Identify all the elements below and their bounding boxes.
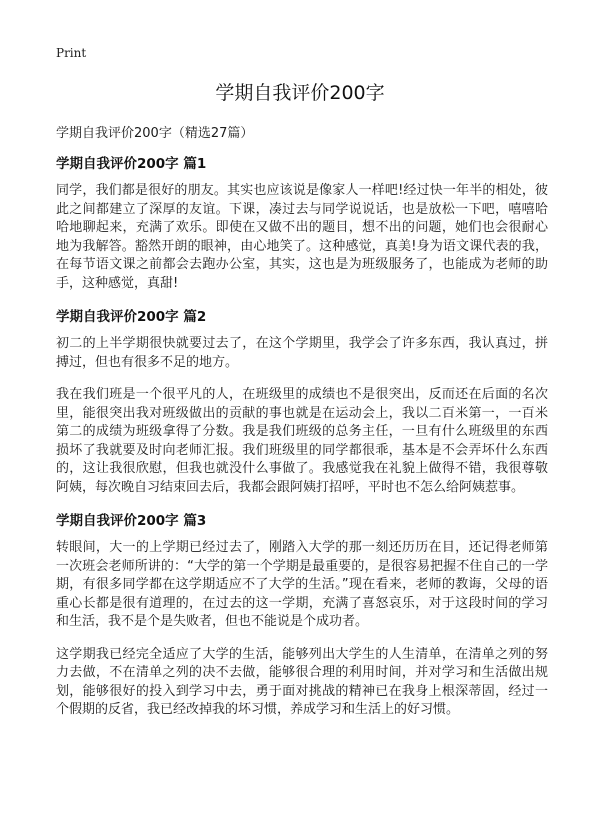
section-3 (56, 509, 548, 720)
section-heading: 学期自我评价200字 篇3 (56, 513, 207, 529)
document-subtitle: 学期自我评价200字（精选27篇） (56, 126, 254, 141)
paragraph: 同学，我们都是很好的朋友。其实也应该说是像家人一样吧!经过快一年半的相处，彼此之间都建立了深厚的友谊。下课，凑过去与同学说说话，也是放松一下吧，嘻嘻哈哈地聊起来，充满了欢乐。即使在又做不出的题目，想不出的问题，她们也会很耐心地为我解答。豁然开朗的眼神，由心地笑了。这种感觉，真美!身为语文课代表的我，在每节语文课之前都会去跑办公室，其实，这也是为班级服务了，也能成为老师的助手，这种感觉，真甜! (56, 183, 548, 291)
document-title: 学期自我评价200字 (215, 82, 385, 104)
section-2 (56, 305, 548, 497)
document-body (56, 152, 548, 734)
paragraph: 初二的上半学期很快就要过去了，在这个学期里，我学会了许多东西，我认真过，拼搏过，但也有很多不足的地方。 (56, 336, 548, 370)
paragraph: 这学期我已经完全适应了大学的生活，能够列出大学生的人生清单，在清单之列的努力去做，不在清单之列的决不去做，能够很合理的利用时间，并对学习和生活做出规划，能够很好的投入到学习中去，勇于面对挑战的精神已在我身上根深蒂固，经过一个假期的反省，我已经改掉我的坏习惯，养成学习和生活上的好习惯。 (56, 646, 548, 717)
print-link[interactable]: Print (56, 46, 87, 60)
paragraph: 转眼间，大一的上学期已经过去了，刚踏入大学的那一刻还历历在目，还记得老师第一次班会老师所讲的：“大学的第一个学期是最重要的，是很容易把握不住自己的一学期，有很多同学都在这学期适应不了大学的生活。”现在看来，老师的教诲，父母的语重心长都是很有道理的，在过去的这一学期，充满了喜怒哀乐，对于这段时间的学习和生活，我不是个是失败者，但也不能说是个成功者。 (56, 540, 548, 629)
paragraph: 我在我们班是一个很平凡的人，在班级里的成绩也不是很突出，反而还在后面的名次里，能很突出我对班级做出的贡献的事也就是在运动会上，我以二百米第一，一百米第二的成绩为班级拿得了分数。我是我们班级的总务主任，一旦有什么班级里的东西损坏了我就要及时向老师汇报。我们班级里的同学都很乖，基本是不会弄坏什么东西的，这让我很欣慰，但我也就没什么事做了。我感觉我在礼貌上做得不错，我很尊敬阿姨，每次晚自习结束回去后，我都会跟阿姨打招呼，平时也不怎么给阿姨惹事。 (56, 387, 548, 495)
section-1 (56, 152, 548, 293)
section-heading: 学期自我评价200字 篇2 (56, 309, 207, 325)
section-heading: 学期自我评价200字 篇1 (56, 156, 207, 172)
